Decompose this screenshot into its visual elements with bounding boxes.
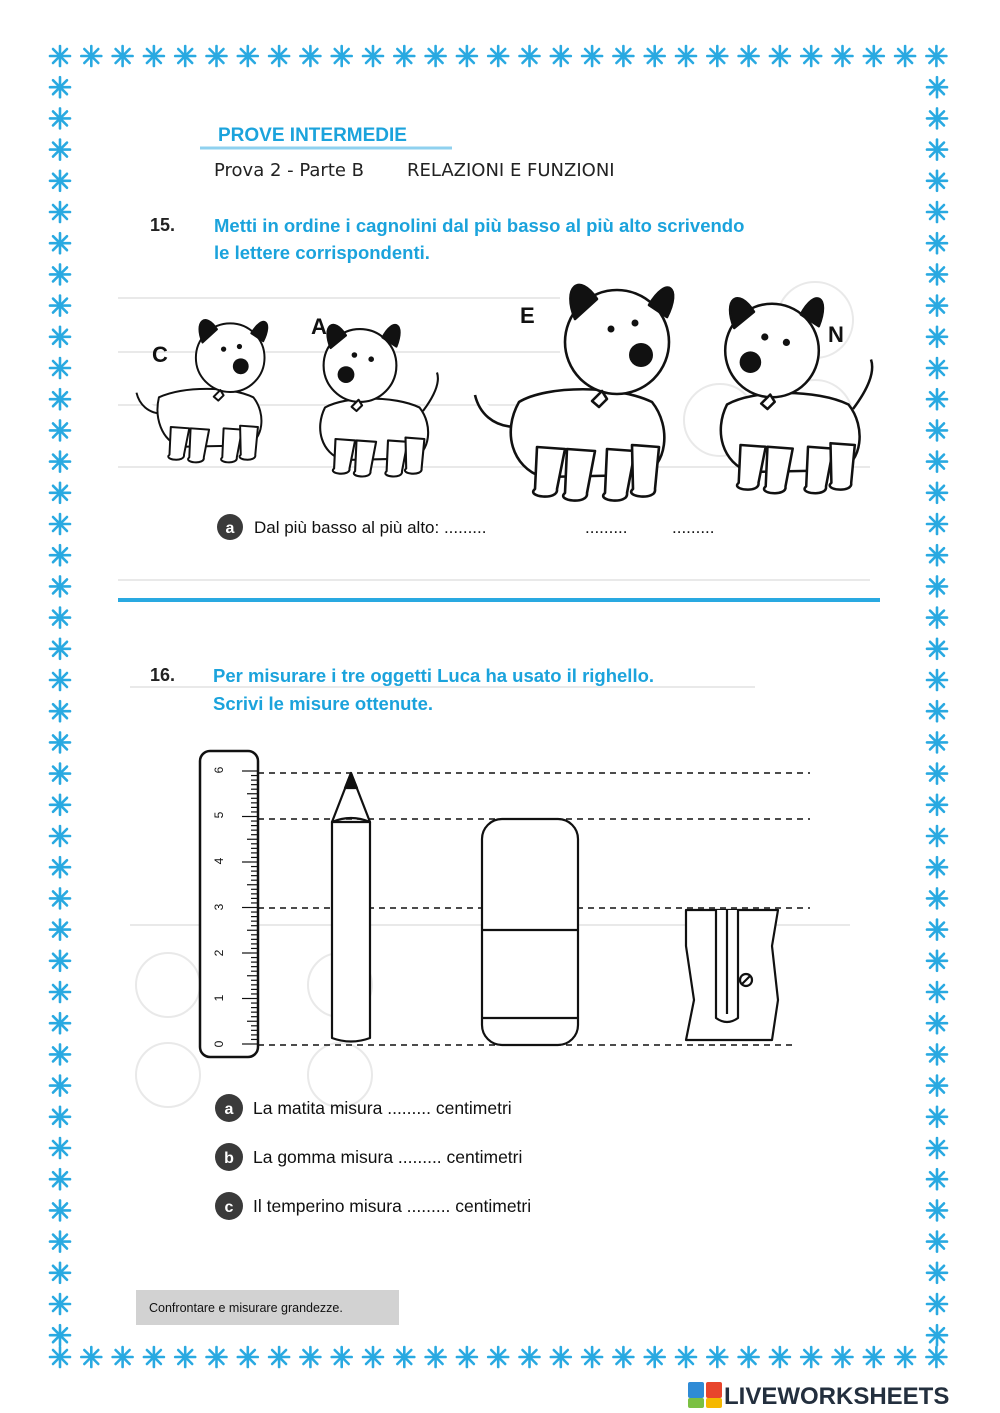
border-snowflake-icon bbox=[613, 1347, 633, 1367]
border-snowflake-icon bbox=[426, 46, 446, 66]
border-snowflake-icon bbox=[81, 1347, 101, 1367]
border-snowflake-icon bbox=[50, 420, 70, 440]
answer-badge-a-letter: a bbox=[224, 1101, 234, 1118]
border-snowflake-icon bbox=[645, 1347, 665, 1367]
topic-title: RELAZIONI E FUNZIONI bbox=[407, 160, 615, 181]
q16-answer-c bbox=[215, 1192, 531, 1220]
ruler-label-5: 5 bbox=[212, 811, 226, 819]
ruler bbox=[200, 751, 258, 1057]
pencil-illustration bbox=[332, 773, 370, 1042]
border-snowflake-icon bbox=[50, 888, 70, 908]
border-snowflake-icon bbox=[50, 670, 70, 690]
border-snowflake-icon bbox=[582, 46, 602, 66]
q15-answer-blank-3[interactable]: ......... bbox=[672, 518, 715, 537]
test-label: Prova 2 - Parte B bbox=[214, 160, 365, 181]
border-snowflake-icon bbox=[927, 1325, 947, 1345]
liveworksheets-logo bbox=[688, 1382, 949, 1410]
border-snowflake-icon bbox=[895, 1347, 915, 1367]
border-snowflake-icon bbox=[833, 1347, 853, 1367]
footer-caption bbox=[136, 1290, 399, 1325]
section-title: PROVE INTERMEDIE bbox=[218, 125, 407, 146]
ruler-label-3: 3 bbox=[212, 903, 226, 911]
dog-n-illustration bbox=[721, 298, 872, 493]
border-snowflake-icon bbox=[50, 202, 70, 222]
border-snowflake-icon bbox=[927, 389, 947, 409]
q15-answer-row bbox=[217, 514, 715, 540]
sharpener-measure-answer[interactable]: Il temperino misura ......... centimetri bbox=[253, 1196, 532, 1216]
q16-answer-b bbox=[215, 1143, 522, 1171]
border-snowflake-icon bbox=[269, 1347, 289, 1367]
border-snowflake-icon bbox=[927, 1076, 947, 1096]
border-snowflake-icon bbox=[175, 1347, 195, 1367]
question-16 bbox=[150, 665, 810, 1220]
border-snowflake-icon bbox=[520, 46, 540, 66]
q15-answer-text[interactable]: Dal più basso al più alto: ......... bbox=[254, 518, 487, 537]
q15-prompt-line1: Metti in ordine i cagnolini dal più basso al più alto scrivendo bbox=[214, 215, 745, 236]
ruler-label-0: 0 bbox=[212, 1040, 226, 1048]
border-snowflake-icon bbox=[927, 701, 947, 721]
border-snowflake-icon bbox=[927, 327, 947, 347]
border-snowflake-icon bbox=[927, 920, 947, 940]
border-snowflake-icon bbox=[927, 639, 947, 659]
border-snowflake-icon bbox=[488, 46, 508, 66]
border-snowflake-icon bbox=[927, 1232, 947, 1252]
border-snowflake-icon bbox=[50, 701, 70, 721]
border-snowflake-icon bbox=[927, 764, 947, 784]
border-snowflake-icon bbox=[50, 764, 70, 784]
border-snowflake-icon bbox=[926, 1347, 946, 1367]
border-snowflake-icon bbox=[144, 1347, 164, 1367]
border-snowflake-icon bbox=[50, 1138, 70, 1158]
border-snowflake-icon bbox=[50, 639, 70, 659]
border-snowflake-icon bbox=[457, 46, 477, 66]
sharpener-illustration bbox=[686, 910, 778, 1040]
ruler-label-4: 4 bbox=[212, 857, 226, 865]
q15-prompt-line2: le lettere corrispondenti. bbox=[214, 242, 430, 263]
border-snowflake-icon bbox=[50, 951, 70, 971]
border-snowflake-icon bbox=[927, 608, 947, 628]
border-snowflake-icon bbox=[50, 982, 70, 1002]
border-snowflake-icon bbox=[645, 46, 665, 66]
brand-name: LIVEWORKSHEETS bbox=[724, 1383, 950, 1410]
border-snowflake-icon bbox=[144, 46, 164, 66]
border-snowflake-icon bbox=[927, 732, 947, 752]
border-snowflake-icon bbox=[927, 1107, 947, 1127]
border-snowflake-icon bbox=[300, 1347, 320, 1367]
footer-caption-text: Confrontare e misurare grandezze. bbox=[149, 1301, 343, 1315]
q15-number: 15. bbox=[150, 215, 176, 235]
border-snowflake-icon bbox=[927, 1200, 947, 1220]
answer-badge-b-letter: b bbox=[224, 1150, 234, 1167]
border-snowflake-icon bbox=[50, 1294, 70, 1314]
border-snowflake-icon bbox=[50, 296, 70, 316]
border-snowflake-icon bbox=[927, 108, 947, 128]
border-snowflake-icon bbox=[50, 608, 70, 628]
border-snowflake-icon bbox=[50, 576, 70, 596]
border-snowflake-icon bbox=[50, 857, 70, 877]
border-snowflake-icon bbox=[927, 202, 947, 222]
border-snowflake-icon bbox=[833, 46, 853, 66]
border-snowflake-icon bbox=[707, 1347, 727, 1367]
border-snowflake-icon bbox=[50, 545, 70, 565]
q16-answer-a bbox=[215, 1094, 512, 1122]
border-snowflake-icon bbox=[927, 670, 947, 690]
header bbox=[200, 125, 615, 181]
snowflake-border bbox=[50, 46, 947, 1367]
border-snowflake-icon bbox=[363, 46, 383, 66]
border-snowflake-icon bbox=[426, 1347, 446, 1367]
border-snowflake-icon bbox=[50, 1076, 70, 1096]
border-snowflake-icon bbox=[927, 826, 947, 846]
ruler-label-1: 1 bbox=[212, 994, 226, 1002]
border-snowflake-icon bbox=[50, 1263, 70, 1283]
border-snowflake-icon bbox=[520, 1347, 540, 1367]
border-snowflake-icon bbox=[927, 888, 947, 908]
dog-label-n: N bbox=[828, 322, 844, 347]
border-snowflake-icon bbox=[50, 452, 70, 472]
border-snowflake-icon bbox=[676, 1347, 696, 1367]
dog-label-c: C bbox=[152, 342, 168, 367]
border-snowflake-icon bbox=[927, 264, 947, 284]
border-snowflake-icon bbox=[50, 1169, 70, 1189]
border-snowflake-icon bbox=[927, 77, 947, 97]
border-snowflake-icon bbox=[927, 545, 947, 565]
border-snowflake-icon bbox=[927, 296, 947, 316]
border-snowflake-icon bbox=[113, 1347, 133, 1367]
border-snowflake-icon bbox=[332, 46, 352, 66]
border-snowflake-icon bbox=[50, 264, 70, 284]
border-snowflake-icon bbox=[927, 1044, 947, 1064]
dog-e-illustration bbox=[475, 285, 673, 501]
border-snowflake-icon bbox=[801, 46, 821, 66]
q16-prompt-line2: Scrivi le misure ottenute. bbox=[213, 693, 434, 714]
border-snowflake-icon bbox=[707, 46, 727, 66]
border-snowflake-icon bbox=[50, 140, 70, 160]
ruler-label-2: 2 bbox=[212, 949, 226, 957]
border-snowflake-icon bbox=[927, 171, 947, 191]
border-snowflake-icon bbox=[269, 46, 289, 66]
border-snowflake-icon bbox=[927, 1013, 947, 1033]
border-snowflake-icon bbox=[175, 46, 195, 66]
border-snowflake-icon bbox=[582, 1347, 602, 1367]
border-snowflake-icon bbox=[927, 483, 947, 503]
border-snowflake-icon bbox=[207, 1347, 227, 1367]
border-snowflake-icon bbox=[50, 171, 70, 191]
border-snowflake-icon bbox=[927, 514, 947, 534]
border-snowflake-icon bbox=[394, 1347, 414, 1367]
border-snowflake-icon bbox=[676, 46, 696, 66]
border-snowflake-icon bbox=[50, 826, 70, 846]
border-snowflake-icon bbox=[50, 1044, 70, 1064]
border-snowflake-icon bbox=[50, 77, 70, 97]
border-snowflake-icon bbox=[50, 1347, 70, 1367]
border-snowflake-icon bbox=[864, 1347, 884, 1367]
border-snowflake-icon bbox=[238, 46, 258, 66]
border-snowflake-icon bbox=[801, 1347, 821, 1367]
border-snowflake-icon bbox=[927, 795, 947, 815]
border-snowflake-icon bbox=[238, 1347, 258, 1367]
border-snowflake-icon bbox=[50, 514, 70, 534]
border-snowflake-icon bbox=[927, 857, 947, 877]
border-snowflake-icon bbox=[927, 420, 947, 440]
border-snowflake-icon bbox=[613, 46, 633, 66]
border-snowflake-icon bbox=[50, 732, 70, 752]
border-snowflake-icon bbox=[927, 233, 947, 253]
border-snowflake-icon bbox=[50, 920, 70, 940]
border-snowflake-icon bbox=[551, 46, 571, 66]
border-snowflake-icon bbox=[927, 1263, 947, 1283]
border-snowflake-icon bbox=[488, 1347, 508, 1367]
border-snowflake-icon bbox=[927, 358, 947, 378]
border-snowflake-icon bbox=[927, 1294, 947, 1314]
eraser-measure-answer[interactable]: La gomma misura ......... centimetri bbox=[253, 1147, 523, 1167]
border-snowflake-icon bbox=[81, 46, 101, 66]
dog-label-a: A bbox=[311, 314, 327, 339]
border-snowflake-icon bbox=[50, 1013, 70, 1033]
answer-badge-c-letter: c bbox=[224, 1199, 234, 1216]
q16-prompt-line1: Per misurare i tre oggetti Luca ha usato il righello. bbox=[213, 665, 655, 686]
border-snowflake-icon bbox=[50, 233, 70, 253]
border-snowflake-icon bbox=[551, 1347, 571, 1367]
border-snowflake-icon bbox=[50, 358, 70, 378]
border-snowflake-icon bbox=[927, 1138, 947, 1158]
border-snowflake-icon bbox=[927, 140, 947, 160]
border-snowflake-icon bbox=[300, 46, 320, 66]
answer-badge-a-letter: a bbox=[225, 520, 235, 537]
dog-a-illustration bbox=[320, 325, 438, 477]
border-snowflake-icon bbox=[927, 951, 947, 971]
pencil-measure-answer[interactable]: La matita misura ......... centimetri bbox=[253, 1098, 512, 1118]
border-snowflake-icon bbox=[50, 1200, 70, 1220]
border-snowflake-icon bbox=[770, 46, 790, 66]
border-snowflake-icon bbox=[50, 327, 70, 347]
q16-number: 16. bbox=[150, 665, 176, 685]
border-snowflake-icon bbox=[50, 108, 70, 128]
border-snowflake-icon bbox=[927, 1169, 947, 1189]
border-snowflake-icon bbox=[50, 483, 70, 503]
border-snowflake-icon bbox=[895, 46, 915, 66]
border-snowflake-icon bbox=[332, 1347, 352, 1367]
border-snowflake-icon bbox=[457, 1347, 477, 1367]
border-snowflake-icon bbox=[739, 1347, 759, 1367]
border-snowflake-icon bbox=[50, 1232, 70, 1252]
border-snowflake-icon bbox=[927, 982, 947, 1002]
border-snowflake-icon bbox=[927, 452, 947, 472]
section-divider bbox=[118, 598, 880, 602]
border-snowflake-icon bbox=[927, 576, 947, 596]
q15-answer-blank-2[interactable]: ......... bbox=[585, 518, 628, 537]
border-snowflake-icon bbox=[50, 389, 70, 409]
border-snowflake-icon bbox=[50, 1107, 70, 1127]
dog-label-e: E bbox=[520, 303, 535, 328]
ruler-label-6: 6 bbox=[212, 766, 226, 774]
question-15 bbox=[136, 215, 872, 540]
border-snowflake-icon bbox=[926, 46, 946, 66]
border-snowflake-icon bbox=[739, 46, 759, 66]
border-snowflake-icon bbox=[363, 1347, 383, 1367]
border-snowflake-icon bbox=[770, 1347, 790, 1367]
border-snowflake-icon bbox=[864, 46, 884, 66]
border-snowflake-icon bbox=[207, 46, 227, 66]
border-snowflake-icon bbox=[50, 1325, 70, 1345]
border-snowflake-icon bbox=[50, 795, 70, 815]
eraser-illustration bbox=[482, 819, 578, 1045]
border-snowflake-icon bbox=[394, 46, 414, 66]
border-snowflake-icon bbox=[50, 46, 70, 66]
border-snowflake-icon bbox=[113, 46, 133, 66]
